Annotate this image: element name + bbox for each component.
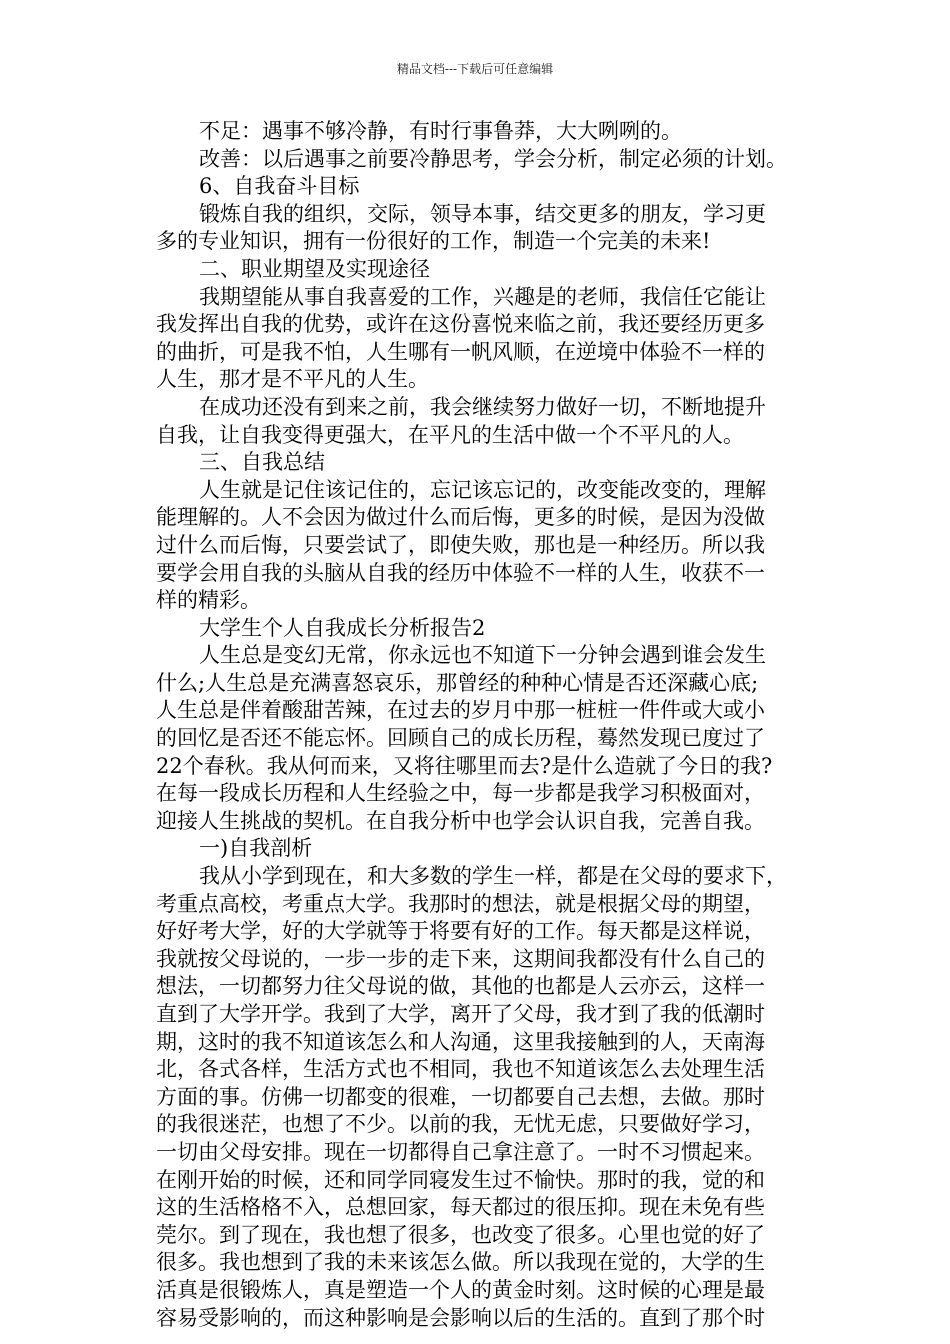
text-line: 考重点高校，考重点大学。我那时的想法，就是根据父母的期望， bbox=[156, 891, 765, 916]
text-line: 的曲折，可是我不怕，人生哪有一帆风顺，在逆境中体验不一样的 bbox=[156, 339, 765, 364]
text-line: 人生总是变幻无常，你永远也不知道下一分钟会遇到谁会发生 bbox=[199, 643, 766, 668]
text-line: 在成功还没有到来之前，我会继续努力做好一切，不断地提升 bbox=[199, 394, 766, 419]
text-line: 人生，那才是不平凡的人生。 bbox=[156, 367, 429, 392]
text-line: 三、自我总结 bbox=[199, 450, 325, 475]
text-line: 方面的事。仿佛一切都变的很难，一切都要自己去想，去做。那时 bbox=[156, 1084, 765, 1109]
text-line: 6、自我奋斗目标 bbox=[199, 174, 360, 199]
text-line: 我从小学到现在，和大多数的学生一样，都是在父母的要求下， bbox=[199, 864, 787, 889]
text-line: 这的生活格格不入，总想回家，每天都过的很压抑。现在未免有些 bbox=[156, 1195, 765, 1220]
text-line: 改善：以后遇事之前要冷静思考，学会分析，制定必须的计划。 bbox=[199, 146, 787, 171]
text-line: 的我很迷茫，也想了不少。以前的我，无忧无虑，只要做好学习， bbox=[156, 1112, 765, 1137]
text-line: 什么;人生总是充满喜怒哀乐，那曾经的种种心情是否还深藏心底; bbox=[156, 670, 759, 695]
text-line: 想法，一切都努力往父母说的做，其他的也都是人云亦云，这样一 bbox=[156, 974, 765, 999]
text-line: 过什么而后悔，只要尝试了，即使失败，那也是一种经历。所以我 bbox=[156, 532, 765, 557]
text-line: 期，这时的我不知道该怎么和人沟通，这里我接触到的人，天南海 bbox=[156, 1029, 765, 1054]
text-line: 22个春秋。我从何而来，又将往哪里而去?是什么造就了今日的我? bbox=[156, 753, 773, 778]
text-line: 直到了大学开学。我到了大学，离开了父母，我才到了我的低潮时 bbox=[156, 1002, 765, 1026]
text-line: 大学生个人自我成长分析报告2 bbox=[199, 615, 486, 640]
text-line: 好好考大学，好的大学就等于将要有好的工作。每天都是这样说， bbox=[156, 919, 765, 944]
text-line: 在刚开始的时候，还和同学同寝发生过不愉快。那时的我，觉的和 bbox=[156, 1167, 765, 1192]
text-line: 活真是很锻炼人，真是塑造一个人的黄金时刻。这时候的心理是最 bbox=[156, 1277, 765, 1302]
text-line: 不足：遇事不够冷静，有时行事鲁莽，大大咧咧的。 bbox=[199, 119, 682, 143]
text-line: 迎接人生挑战的契机。在自我分析中也学会认识自我，完善自我。 bbox=[156, 808, 765, 833]
text-line: 的回忆是否还不能忘怀。回顾自己的成长历程，蓦然发现已度过了 bbox=[156, 726, 765, 751]
text-line: 锻炼自我的组织，交际，领导本事，结交更多的朋友，学习更 bbox=[199, 201, 766, 226]
text-line: 二、职业期望及实现途径 bbox=[199, 256, 430, 281]
text-line: 莞尔。到了现在，我也想了很多，也改变了很多。心里也觉的好了 bbox=[156, 1222, 765, 1247]
text-line: 多的专业知识，拥有一份很好的工作，制造一个完美的未来! bbox=[156, 229, 711, 254]
document-body bbox=[156, 118, 806, 1332]
text-line: 人生就是记住该记住的，忘记该忘记的，改变能改变的，理解 bbox=[199, 477, 766, 502]
text-line: 能理解的。人不会因为做过什么而后悔，更多的时候，是因为没做 bbox=[156, 505, 765, 530]
page-header: 精品文档---下载后可任意编辑 bbox=[396, 62, 554, 76]
text-line: 容易受影响的，而这种影响是会影响以后的生活的。直到了那个时 bbox=[156, 1305, 765, 1330]
text-line: 自我，让自我变得更强大，在平凡的生活中做一个不平凡的人。 bbox=[156, 422, 744, 447]
text-line: 样的精彩。 bbox=[156, 588, 261, 613]
text-line: 我就按父母说的，一步一步的走下来，这期间我都没有什么自己的 bbox=[156, 946, 765, 971]
text-line: 一)自我剖析 bbox=[199, 836, 313, 861]
text-line: 在每一段成长历程和人生经验之中，每一步都是我学习积极面对， bbox=[156, 781, 765, 806]
text-line: 北，各式各样，生活方式也不相同，我也不知道该怎么去处理生活 bbox=[156, 1057, 765, 1082]
text-line: 一切由父母安排。现在一切都得自己拿注意了。一时不习惯起来。 bbox=[156, 1139, 765, 1164]
text-line: 要学会用自我的头脑从自我的经历中体验不一样的人生，收获不一 bbox=[156, 560, 765, 585]
text-line: 很多。我也想到了我的未来该怎么做。所以我现在觉的，大学的生 bbox=[156, 1250, 765, 1275]
text-line: 人生总是伴着酸甜苦辣，在过去的岁月中那一桩桩一件件或大或小 bbox=[156, 698, 765, 723]
text-line: 我期望能从事自我喜爱的工作，兴趣是的老师，我信任它能让 bbox=[199, 284, 766, 309]
text-line: 我发挥出自我的优势，或许在这份喜悦来临之前，我还要经历更多 bbox=[156, 312, 765, 337]
